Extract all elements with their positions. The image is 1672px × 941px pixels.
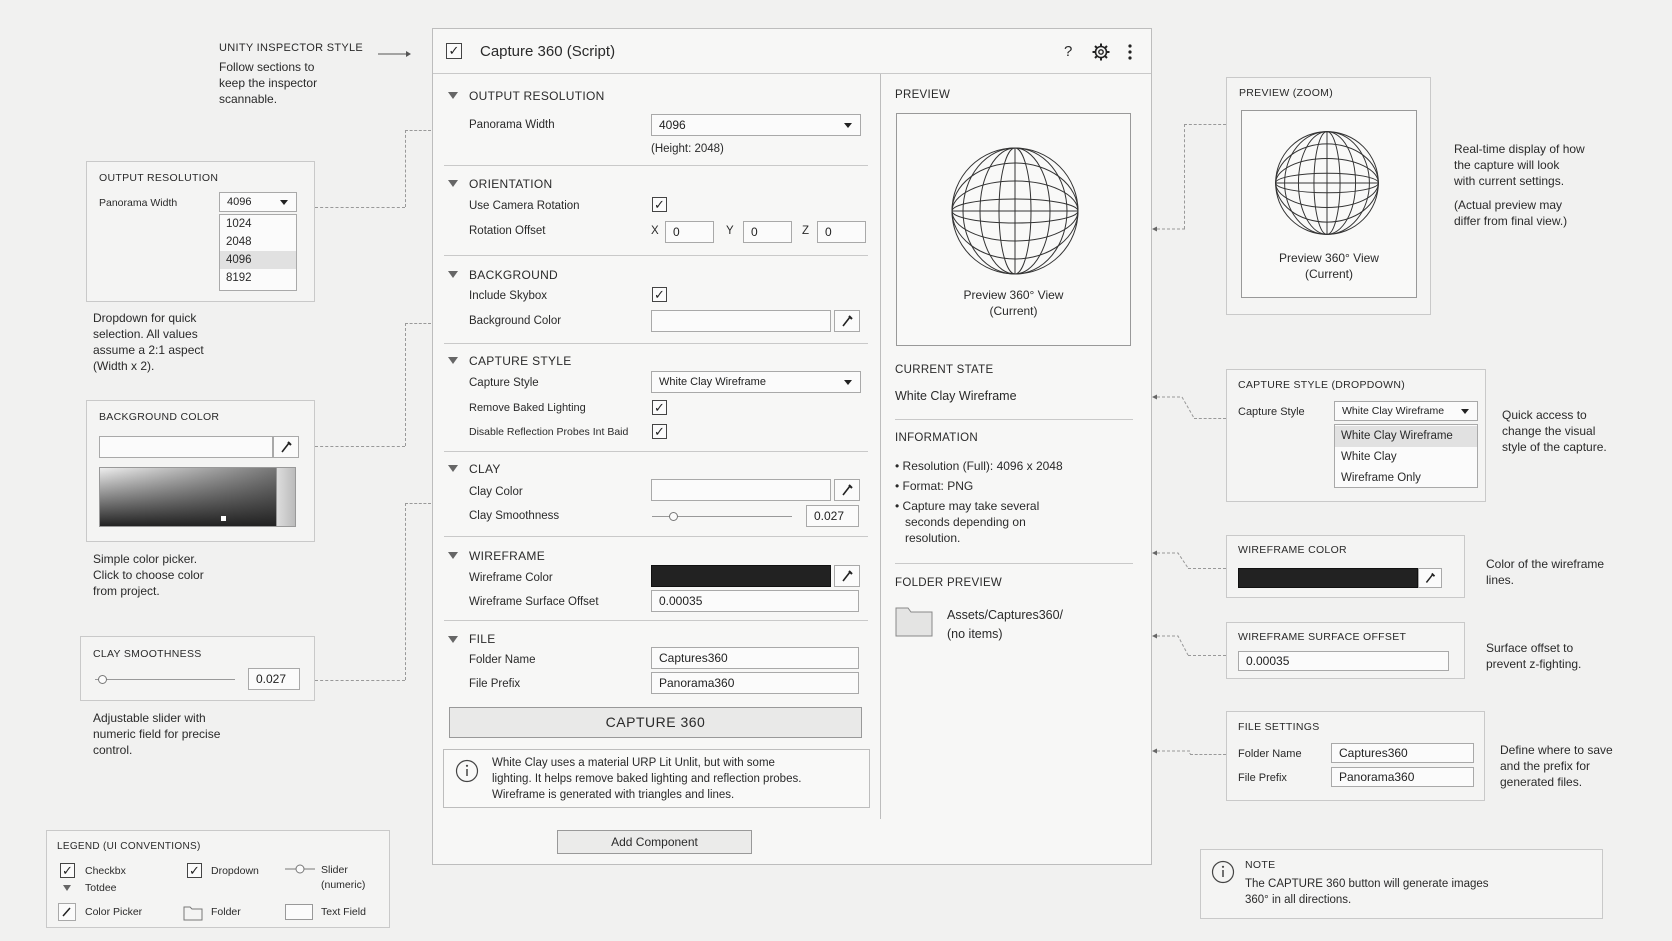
foldout-arrow-icon[interactable] <box>448 357 458 364</box>
capture-style-options <box>1334 424 1478 488</box>
hue-strip[interactable] <box>276 467 296 527</box>
connector <box>1184 124 1185 229</box>
component-enabled-checkbox[interactable]: ✓ <box>446 43 462 59</box>
kebab-menu-icon[interactable] <box>1127 43 1133 61</box>
foldout-arrow-icon[interactable] <box>448 271 458 278</box>
disable-reflection-probes-checkbox[interactable]: ✓ <box>652 424 667 439</box>
clay-color-field[interactable] <box>651 479 831 501</box>
folder-path: Assets/Captures360/ (no items) <box>947 608 1064 641</box>
info-text: White Clay uses a material URP Lit Unlit, but with some lighting. It helps remove baked lighting and reflection probes. Wireframe is generated with triangles and lines. <box>492 757 802 801</box>
capture-style-callout: CAPTURE STYLE (DROPDOWN) Capture Style White Clay Wireframe White Clay Wireframe White Clay Wireframe Only <box>1226 369 1486 502</box>
output-resolution-callout: OUTPUT RESOLUTION Panorama Width 4096 1024 2048 4096 8192 <box>86 161 315 302</box>
remove-baked-lighting-checkbox[interactable]: ✓ <box>652 400 667 415</box>
legend-folder-icon <box>183 903 203 921</box>
connector <box>315 680 405 681</box>
wireframe-offset-field[interactable]: 0.00035 <box>1238 651 1449 671</box>
file-prefix-field[interactable]: Panorama360 <box>651 672 859 694</box>
connector <box>405 130 431 131</box>
note-box: NOTE The CAPTURE 360 button will generate images 360° in all directions. <box>1200 849 1603 919</box>
arrow-right-icon <box>378 49 412 59</box>
foldout-arrow-icon[interactable] <box>448 180 458 187</box>
eyedropper-icon[interactable] <box>1418 568 1442 588</box>
section-divider <box>444 165 868 166</box>
rotation-z-field[interactable]: 0 <box>817 221 866 243</box>
legend-foldout-icon <box>63 885 71 891</box>
eyedropper-icon[interactable] <box>834 565 860 587</box>
help-icon[interactable]: ? <box>1064 43 1073 60</box>
connector <box>315 446 405 447</box>
arrow-left-icon <box>1152 225 1186 233</box>
chevron-down-icon <box>280 200 288 205</box>
clay-slider-track[interactable] <box>95 679 235 680</box>
section-divider <box>444 343 868 344</box>
folder-icon <box>895 603 933 637</box>
arrow-left-icon <box>1152 632 1192 658</box>
capture-style-dropdown[interactable]: White Clay Wireframe <box>1334 401 1478 421</box>
section-divider <box>444 255 868 256</box>
arrow-left-icon <box>1152 393 1196 421</box>
section-divider <box>895 563 1133 564</box>
chevron-down-icon <box>844 380 852 385</box>
wireframe-sphere-preview <box>950 146 1080 276</box>
slider-knob[interactable] <box>98 675 107 684</box>
rotation-x-field[interactable]: 0 <box>665 221 714 243</box>
foldout-arrow-icon[interactable] <box>448 92 458 99</box>
gear-icon[interactable] <box>1092 43 1110 61</box>
connector <box>405 503 406 680</box>
connector <box>405 323 406 446</box>
section-divider <box>444 536 868 537</box>
option-wireframe-only[interactable]: Wireframe Only <box>1341 472 1421 484</box>
arrow-left-icon <box>1152 747 1192 757</box>
folder-name-field[interactable]: Captures360 <box>651 647 859 669</box>
info-icon <box>455 759 479 783</box>
capture-360-button[interactable]: CAPTURE 360 <box>449 707 862 738</box>
clay-smoothness-field[interactable]: 0.027 <box>806 505 859 527</box>
legend-slider-icon <box>285 864 315 874</box>
current-state-value: White Clay Wireframe <box>895 389 1017 403</box>
panorama-width-options <box>219 214 297 291</box>
background-color-callout: BACKGROUND COLOR <box>86 400 315 542</box>
information-list: • Resolution (Full): 4096 x 2048 • Format: PNG • Capture may take several seconds depending on resolution. <box>895 459 1063 545</box>
option-2048[interactable]: 2048 <box>226 236 252 248</box>
include-skybox-checkbox[interactable]: ✓ <box>652 287 667 302</box>
connector <box>1194 418 1226 419</box>
component-title: Capture 360 (Script) <box>480 43 616 60</box>
eyedropper-icon[interactable] <box>834 310 860 332</box>
option-8192[interactable]: 8192 <box>226 272 252 284</box>
chevron-down-icon <box>1461 409 1469 414</box>
clay-note: Adjustable slider with numeric field for precise control. <box>93 711 221 757</box>
preview-zoom-caption: Preview 360° View (Current) <box>1279 251 1379 281</box>
output-note: Dropdown for quick selection. All values assume a 2:1 aspect (Width x 2). <box>93 311 204 373</box>
connector <box>1190 754 1226 755</box>
file-settings-callout: FILE SETTINGS Folder Name Captures360 File Prefix Panorama360 <box>1226 711 1485 801</box>
file-prefix-field[interactable]: Panorama360 <box>1331 767 1474 787</box>
arrow-left-icon <box>1152 549 1192 571</box>
style-note: Quick access to change the visual style of the capture. <box>1502 408 1607 454</box>
wireframe-offset-field[interactable]: 0.00035 <box>651 590 859 612</box>
wireframe-color-callout: WIREFRAME COLOR <box>1226 535 1465 598</box>
connector <box>315 207 405 208</box>
legend-dropdown-icon: ✓ <box>187 863 202 878</box>
wire-note: Color of the wireframe lines. <box>1486 557 1605 587</box>
option-white-clay-wireframe[interactable]: White Clay Wireframe <box>1335 426 1477 447</box>
info-icon <box>1211 860 1235 884</box>
note-text: The CAPTURE 360 button will generate images 360° in all directions. <box>1245 878 1489 906</box>
connector <box>405 130 406 207</box>
section-divider <box>444 451 868 452</box>
folder-name-field[interactable]: Captures360 <box>1331 743 1474 763</box>
slider-knob[interactable] <box>669 512 678 521</box>
section-divider <box>895 419 1133 420</box>
preview-caption: Preview 360° View (Current) <box>963 288 1064 318</box>
wireframe-color-field[interactable] <box>651 565 831 587</box>
chevron-down-icon <box>844 123 852 128</box>
foldout-arrow-icon[interactable] <box>448 465 458 472</box>
foldout-arrow-icon[interactable] <box>448 636 458 643</box>
connector <box>1184 124 1226 125</box>
option-white-clay[interactable]: White Clay <box>1341 451 1397 463</box>
color-gradient-picker[interactable] <box>99 467 277 527</box>
bg-note: Simple color picker. Click to choose color from project. <box>93 552 204 598</box>
background-color-field[interactable] <box>651 310 831 332</box>
foldout-arrow-icon[interactable] <box>448 552 458 559</box>
preview-note: Real-time display of how the capture will look with current settings. (Actual preview may differ from final view.) <box>1454 142 1585 228</box>
eyedropper-icon[interactable] <box>834 479 860 501</box>
connector <box>1188 568 1226 569</box>
rotation-y-field[interactable]: 0 <box>743 221 792 243</box>
clay-smoothness-field[interactable]: 0.027 <box>248 668 300 690</box>
connector <box>405 323 431 324</box>
connector <box>405 503 431 504</box>
option-4096[interactable]: 4096 <box>220 251 296 269</box>
preview-zoom-callout: PREVIEW (ZOOM) Preview 360° View (Current) <box>1226 77 1431 315</box>
bg-color-field[interactable] <box>99 436 273 458</box>
panorama-width-select[interactable]: 4096 <box>651 114 861 136</box>
unity-style-note: UNITY INSPECTOR STYLE Follow sections to keep the inspector scannable. <box>219 42 364 106</box>
clay-smoothness-callout: CLAY SMOOTHNESS 0.027 <box>80 636 315 701</box>
picker-cursor <box>221 516 226 521</box>
offset-note: Surface offset to prevent z-fighting. <box>1486 641 1582 671</box>
add-component-button[interactable]: Add Component <box>557 830 752 854</box>
connector <box>1188 655 1226 656</box>
file-note: Define where to save and the prefix for generated files. <box>1500 743 1613 789</box>
wireframe-color-swatch[interactable] <box>1238 568 1418 588</box>
legend-text-field-icon <box>285 904 313 920</box>
legend-checkbox-icon: ✓ <box>60 863 75 878</box>
wireframe-offset-callout: WIREFRAME SURFACE OFFSET 0.00035 <box>1226 622 1465 679</box>
section-divider <box>444 620 868 621</box>
option-1024[interactable]: 1024 <box>226 218 252 230</box>
use-camera-rotation-checkbox[interactable]: ✓ <box>652 197 667 212</box>
eyedropper-icon[interactable] <box>273 436 299 458</box>
panorama-width-dropdown[interactable]: 4096 <box>219 192 297 212</box>
wireframe-sphere-zoom <box>1274 130 1380 236</box>
legend-eyedropper-icon <box>58 903 76 921</box>
legend: LEGEND (UI CONVENTIONS) ✓ Checkbx Totdee ✓ Dropdown Slider (numeric) Color Picker Folder Text Field <box>46 830 390 928</box>
capture-style-select[interactable]: White Clay Wireframe <box>651 371 861 393</box>
